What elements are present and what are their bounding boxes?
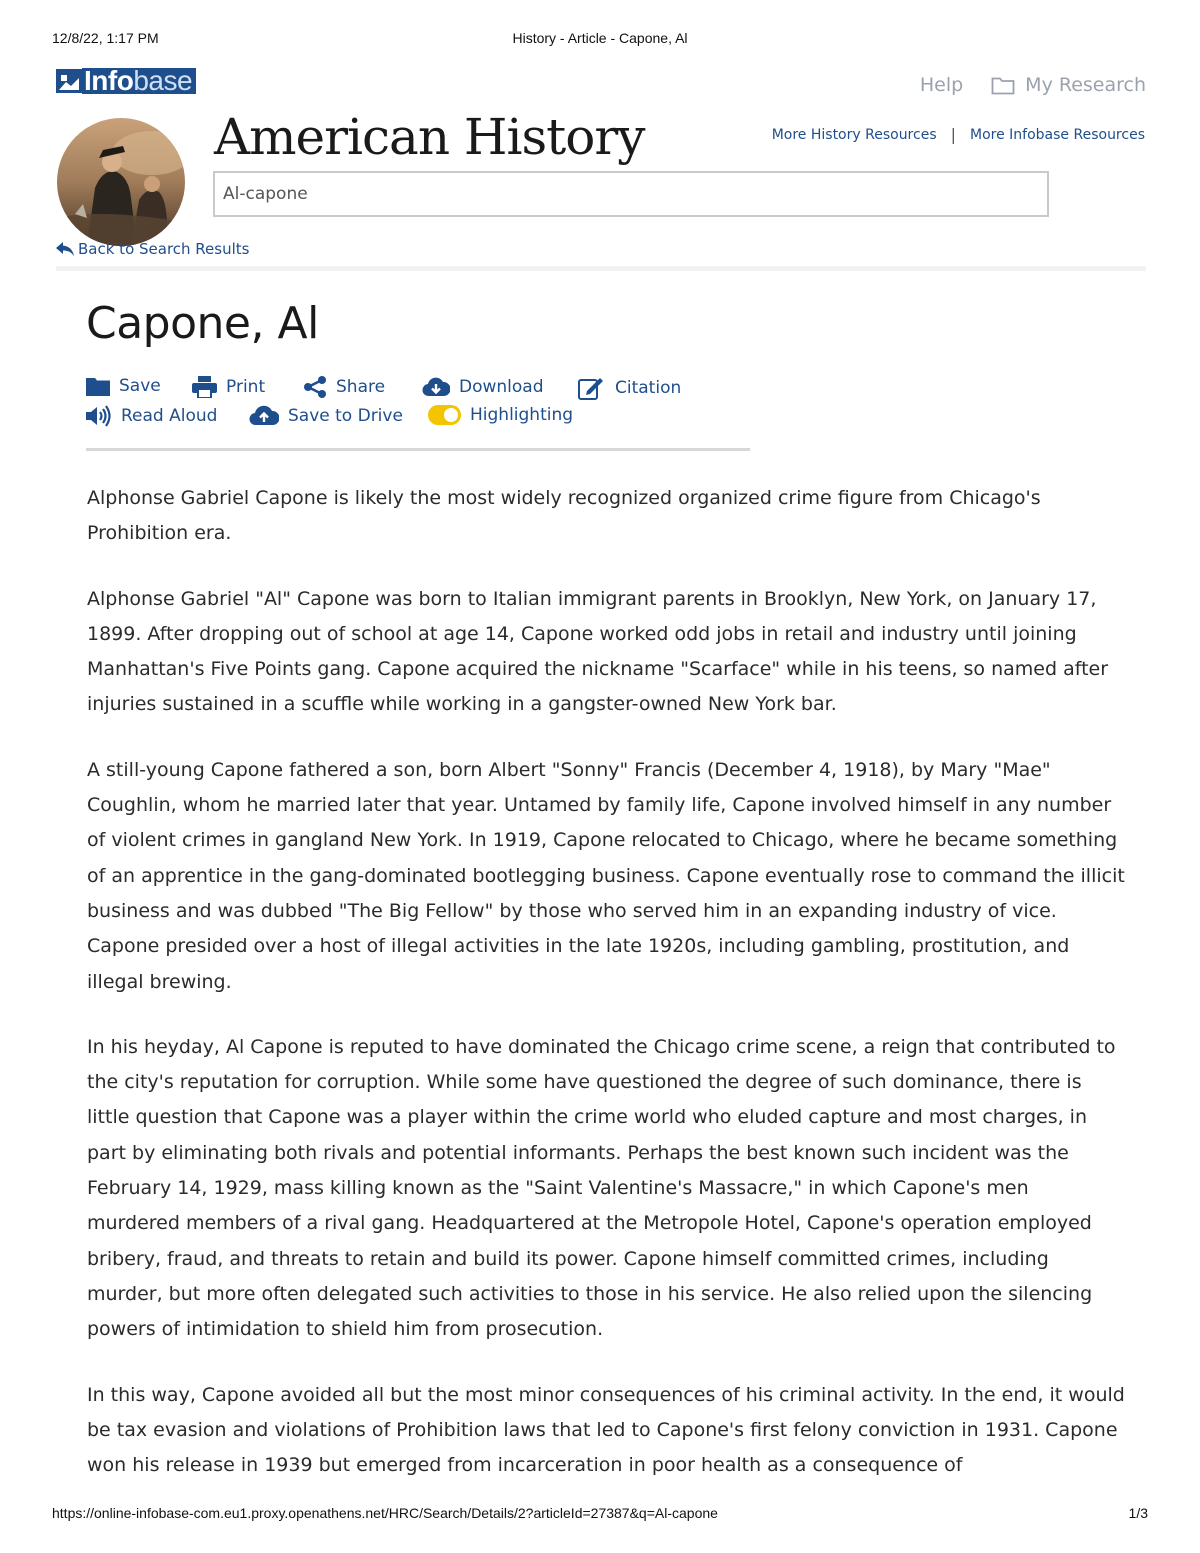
brand-title[interactable]: American History (214, 108, 645, 166)
infobase-logo-mark-icon (56, 69, 82, 93)
toggle-switch-icon (428, 405, 461, 425)
article-paragraph: Alphonse Gabriel "Al" Capone was born to Italian immigrant parents in Brooklyn, New York, on January 17, 1899. After dropping out of school at age 14, Capone worked odd jobs in retail and industry until joining Manhattan's Five Points gang. Capone acquired the nickname "Scarface" while in his teens, so named after injuries sustained in a scuffle while working in a gangster-owned New York bar. (87, 587, 1109, 716)
volume-icon (86, 405, 112, 427)
article-paragraph: In this way, Capone avoided all but the most minor consequences of his criminal activity. In the end, it would be tax evasion and violations of Prohibition laws that led to Capone's first felony conviction in 1931. Capone won his release in 1939 but emerged from incarceration in poor health as a consequence of (87, 1383, 1125, 1477)
highlighting-label: Highlighting (470, 405, 574, 425)
print-page-number: 1/3 (1128, 1505, 1148, 1521)
citation-button[interactable] (578, 376, 681, 400)
help-link[interactable]: Help (919, 74, 964, 96)
print-label: Print (226, 377, 266, 397)
my-research-link[interactable] (991, 74, 1146, 96)
citation-label: Citation (615, 378, 682, 398)
header-divider (56, 266, 1146, 271)
reply-arrow-icon (56, 242, 75, 256)
infobase-logo[interactable] (56, 65, 196, 96)
save-to-drive-button[interactable] (249, 405, 403, 427)
save-to-drive-label: Save to Drive (288, 406, 403, 426)
back-link-label: Back to Search Results (78, 240, 250, 258)
logo-text-light: base (133, 65, 193, 96)
printer-icon (192, 376, 217, 398)
article-paragraph: A still-young Capone fathered a son, born Albert "Sonny" Francis (December 4, 1918), by Mary "Mae" Coughlin, whom he married later that year. Untamed by family life, Capone involved himself in any number of violent crimes in gangland New York. In 1919, Capone relocated to Chicago, where he became something of an apprentice in the gang-dominated bootlegging business. Capone eventually rose to command the illicit business and was dubbed "The Big Fellow" by those who served him in an expanding industry of vice. Capone presided over a host of illegal activities in the late 1920s, including gambling, prostitution, and illegal brewing. (87, 758, 1125, 993)
top-links (920, 74, 1146, 96)
article-paragraph: Alphonse Gabriel Capone is likely the most widely recognized organized crime figure from Chicago's Prohibition era. (87, 487, 1041, 545)
download-button[interactable] (422, 376, 544, 398)
infobase-logo-text (82, 65, 196, 96)
highlighting-toggle[interactable] (428, 405, 573, 425)
read-aloud-button[interactable] (86, 405, 217, 427)
share-icon (303, 376, 327, 398)
article-title: Capone, Al (86, 298, 319, 349)
read-aloud-label: Read Aloud (121, 406, 218, 426)
logo-text-bold: Info (84, 65, 134, 96)
share-button[interactable] (303, 376, 385, 398)
resource-links (772, 125, 1145, 144)
brand-portrait-image (57, 118, 185, 246)
article-body (87, 481, 1127, 1513)
edit-icon (578, 376, 606, 400)
share-label: Share (336, 377, 386, 397)
print-url: https://online-infobase-com.eu1.proxy.openathens.net/HRC/Search/Details/2?articleId=27387&q=Al-capone (52, 1505, 718, 1521)
my-research-label: My Research (1025, 74, 1146, 96)
more-infobase-resources-link[interactable]: More Infobase Resources (970, 126, 1145, 143)
more-history-resources-link[interactable]: More History Resources (771, 126, 937, 143)
print-datetime: 12/8/22, 1:17 PM (52, 30, 159, 46)
save-label: Save (119, 376, 161, 396)
article-paragraph: In his heyday, Al Capone is reputed to have dominated the Chicago crime scene, a reign that contributed to the city's reputation for corruption. While some have questioned the degree of such dominance, there is little question that Capone was a player within the crime world who eluded capture and most charges, in part by eliminating both rivals and potential informants. Perhaps the best known such incident was the February 14, 1929, mass killing known as the "Saint Valentine's Massacre," in which Capone's men murdered members of a rival gang. Headquartered at the Metropole Hotel, Capone's operation employed bribery, fraud, and threats to retain and build its power. Capone himself committed crimes, including murder, but more often delegated such activities to those in his service. He also relied upon the silencing powers of intimidation to shield him from prosecution. (87, 1035, 1116, 1341)
print-button[interactable] (192, 376, 265, 398)
cloud-upload-icon (249, 405, 279, 427)
tools-divider (86, 448, 750, 451)
search-box[interactable] (213, 171, 1049, 217)
cloud-download-icon (422, 376, 450, 398)
print-header (52, 30, 1148, 48)
folder-icon (86, 376, 110, 396)
back-to-search-results-link[interactable] (56, 240, 249, 258)
search-input[interactable] (215, 173, 1047, 215)
download-label: Download (459, 377, 544, 397)
print-footer (52, 1505, 1148, 1523)
folder-icon (991, 75, 1015, 95)
save-button[interactable] (86, 376, 161, 396)
print-page-title: History - Article - Capone, Al (512, 30, 688, 46)
resource-links-separator: | (950, 125, 957, 144)
